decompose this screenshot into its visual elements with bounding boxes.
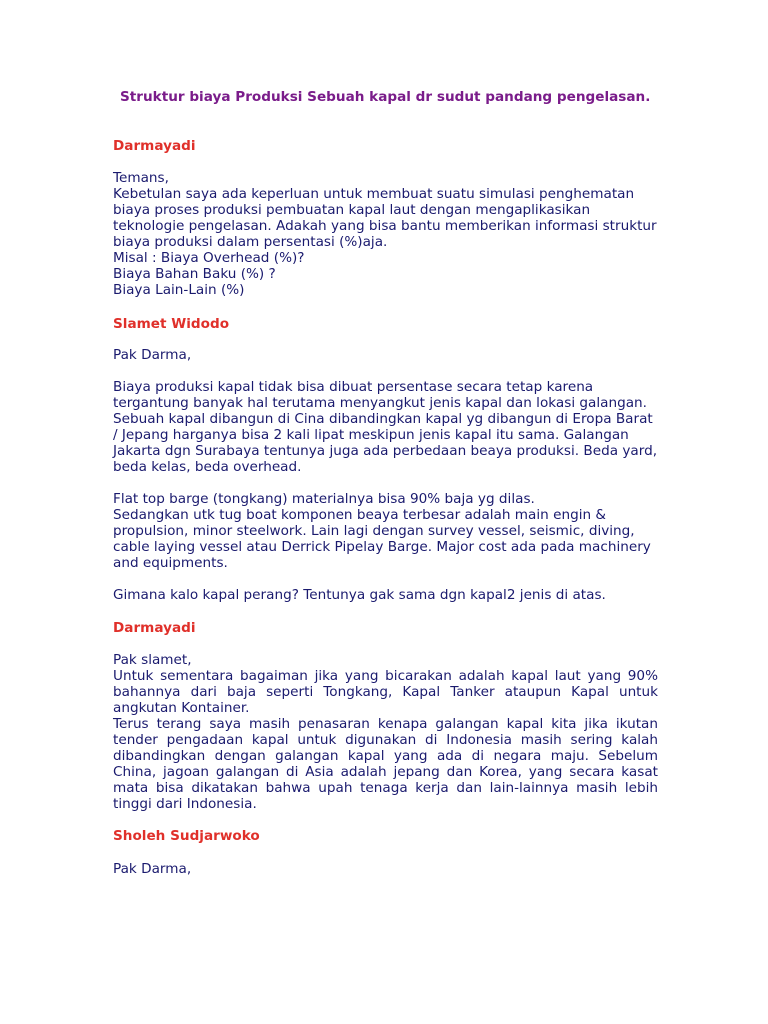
post-body [113,170,658,298]
post-body [113,347,658,603]
text-line: Untuk sementara bagaiman jika yang bicarakan adalah kapal laut yang 90% [113,668,658,684]
post-body [113,861,658,877]
text-line: Kebetulan saya ada keperluan untuk membuat suatu simulasi penghematan [113,186,635,202]
text-line: Pak slamet, [113,652,192,668]
post-author: Sholeh Sudjarwoko [113,828,260,844]
text-line: Gimana kalo kapal perang? Tentunya gak sama dgn kapal2 jenis di atas. [113,587,606,603]
text-line: tender pengadaan kapal untuk digunakan di Indonesia masih sering kalah [113,732,658,748]
text-line: cable laying vessel atau Derrick Pipelay Barge. Major cost ada pada machinery [113,539,651,555]
text-line: bahannya dari baja seperti Tongkang, Kapal Tanker ataupun Kapal untuk [113,684,658,700]
text-line: and equipments. [113,555,228,571]
text-line: / Jepang harganya bisa 2 kali lipat meskipun jenis kapal itu sama. Galangan [113,427,629,443]
text-line: biaya produksi dalam persentasi (%)aja. [113,234,388,250]
text-line: tergantung banyak hal terutama menyangkut jenis kapal dan lokasi galangan. [113,395,647,411]
text-line: Biaya Lain-Lain (%) [113,282,245,298]
text-line: China, jagoan galangan di Asia adalah jepang dan Korea, yang secara kasat [113,764,658,780]
text-line: beda kelas, beda overhead. [113,459,302,475]
text-line: Terus terang saya masih penasaran kenapa galangan kapal kita jika ikutan [113,716,658,732]
text-line: Pak Darma, [113,861,192,877]
text-line: Flat top barge (tongkang) materialnya bisa 90% baja yg dilas. [113,491,535,507]
post-author: Darmayadi [113,138,196,154]
text-line: tinggi dari Indonesia. [113,796,257,812]
text-line: mata bisa dikatakan bahwa upah tenaga kerja dan lain-lainnya masih lebih [113,780,658,796]
text-line: propulsion, minor steelwork. Lain lagi dengan survey vessel, seismic, diving, [113,523,635,539]
text-line: Sedangkan utk tug boat komponen beaya terbesar adalah main engin & [113,507,607,523]
text-line: Misal : Biaya Overhead (%)? [113,250,305,266]
text-line: angkutan Kontainer. [113,700,250,716]
post-body [113,652,658,812]
post-author: Darmayadi [113,620,196,636]
text-line: dibandingkan dengan galangan kapal yang ada di negara maju. Sebelum [113,748,658,764]
text-line: Sebuah kapal dibangun di Cina dibandingkan kapal yg dibangun di Eropa Barat [113,411,653,427]
text-line: biaya proses produksi pembuatan kapal laut dengan mengaplikasikan [113,202,591,218]
text-line: teknologie pengelasan. Adakah yang bisa bantu memberikan informasi struktur [113,218,657,234]
text-line: Biaya produksi kapal tidak bisa dibuat persentase secara tetap karena [113,379,594,395]
text-line: Pak Darma, [113,347,192,363]
text-line: Jakarta dgn Surabaya tentunya juga ada perbedaan beaya produksi. Beda yard, [113,443,658,459]
text-line: Temans, [113,170,169,186]
document-title: Struktur biaya Produksi Sebuah kapal dr sudut pandang pengelasan. [120,89,651,105]
post-author: Slamet Widodo [113,316,230,332]
text-line: Biaya Bahan Baku (%) ? [113,266,276,282]
